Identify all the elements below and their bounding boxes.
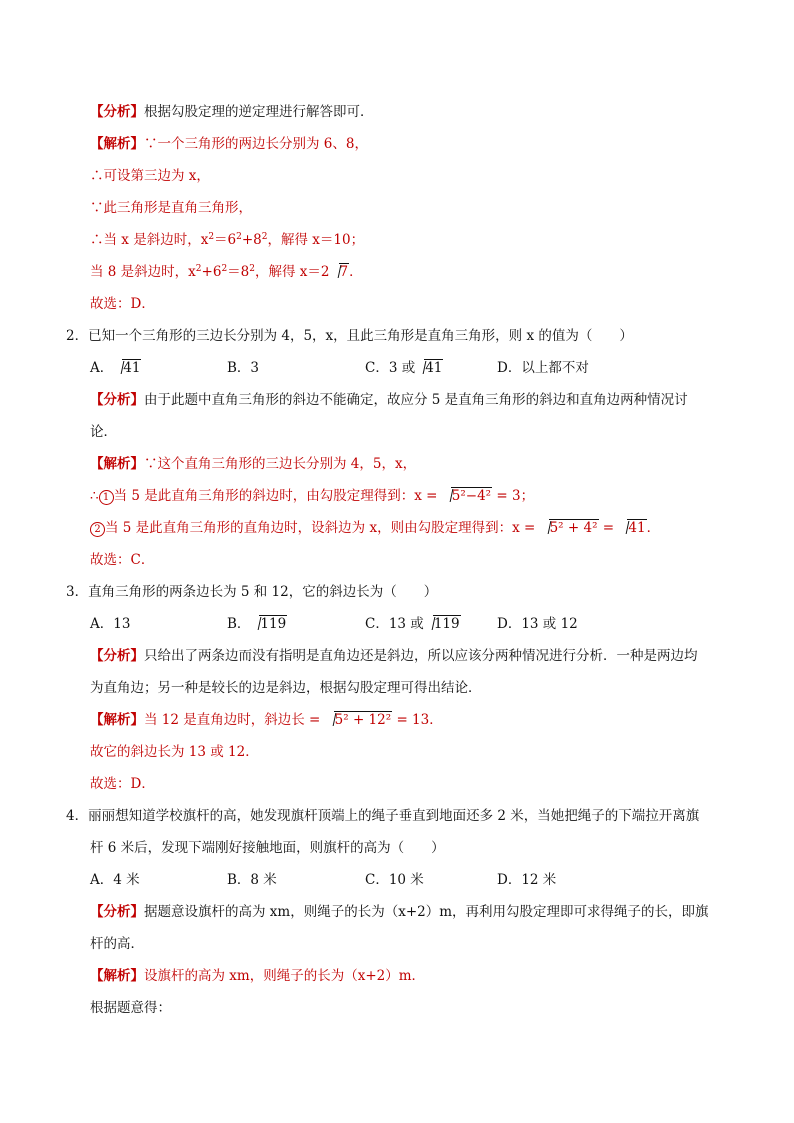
q2-sol3-radicand: 5² + 4² [549, 520, 598, 536]
q1-sol4-b: ＝6 [214, 232, 237, 248]
sqrt-sign [251, 615, 287, 633]
q1-sol4-c: +8 [241, 232, 262, 248]
q3-opt-c-label: C．13 或 [365, 616, 424, 632]
q2-opt-a-radicand: 41 [123, 360, 141, 376]
solution-tag: 【解析】 [90, 136, 144, 152]
q4-option-d[interactable]: D．12 米 [497, 872, 557, 888]
q2-answer: 故选：C． [90, 552, 155, 568]
q3-analysis-1 [90, 647, 698, 665]
q3-option-b[interactable] [227, 615, 287, 633]
q4-option-a[interactable]: A．4 米 [90, 872, 140, 888]
q2-analysis-text-1: 由于此题中直角三角形的斜边不能确定，故应分 5 是直角三角形的斜边和直角边两种情况讨 [144, 392, 688, 408]
q3-analysis-text-1: 只给出了两条边而没有指明是直角边还是斜边，所以应该分两种情况进行分析．一种是两边均 [144, 648, 698, 664]
q1-solution-line2: ∴可设第三边为 x， [90, 168, 210, 184]
q1-sol5-d: ，解得 x＝2 [255, 264, 330, 280]
q3-opt-b-label: B． [227, 616, 251, 632]
q2-analysis-1 [90, 391, 688, 409]
q1-solution-line4: ∴当 x 是斜边时，$x^2=6^2+8^2$，解得 x＝10； [90, 232, 365, 248]
q3-option-c[interactable] [365, 615, 461, 633]
q3-sol1-radicand: 5² + 12² [334, 712, 392, 728]
q4-solution-line1 [90, 967, 425, 985]
q2-opt-a-label: A． [90, 360, 114, 376]
q3-analysis-2: 为直角边；另一种是较长的边是斜边，根据勾股定理可得出结论． [90, 680, 482, 696]
solution-tag: 【解析】 [90, 968, 144, 984]
q2-sol3-mid: = [598, 520, 619, 536]
q3-opt-c-radicand: 119 [433, 616, 460, 632]
q1-sol-text-1: ∵一个三角形的两边长分别为 6、8， [144, 136, 368, 152]
q1-sol5-radicand: 7 [339, 264, 349, 280]
sqrt-sign [619, 519, 646, 537]
q4-stem-1: 4．丽丽想知道学校旗杆的高，她发现旗杆顶端上的绳子垂直到地面还多 2 米，当她把绳子的下端拉开离旗 [66, 808, 700, 824]
analysis-tag: 【分析】 [90, 104, 144, 120]
q3-solution-line1 [90, 711, 443, 729]
q2-analysis-2: 论． [90, 424, 117, 440]
q2-option-a[interactable] [90, 359, 141, 377]
q2-option-d[interactable]: D．以上都不对 [497, 360, 589, 376]
q2-solution-line3 [90, 519, 660, 537]
q3-sol-text-1: 当 12 是直角边时，斜边长 = [144, 712, 325, 728]
q4-stem-2: 杆 6 米后，发现下端刚好接触地面，则旗杆的高为（ ） [90, 840, 445, 856]
q2-sol2-radicand: 5²−4² [451, 488, 492, 504]
q3-option-d[interactable]: D．13 或 12 [497, 616, 578, 632]
q3-stem: 3．直角三角形的两条边长为 5 和 12，它的斜边长为（ ） [66, 584, 438, 600]
sqrt-sign [541, 519, 599, 537]
q2-sol-text-1: ∵这个直角三角形的三边长分别为 4，5，x， [144, 456, 417, 472]
circled-number-2: 2 [90, 522, 105, 537]
q1-sol5-a: 当 8 是斜边时，x [90, 264, 196, 280]
q3-solution-line2: 故它的斜边长为 13 或 12． [90, 744, 259, 760]
q2-stem: 2．已知一个三角形的三边长分别为 4，5，x，且此三角形是直角三角形，则 x 的值为（ ） [66, 328, 633, 344]
q1-sol4-a: ∴当 x 是斜边时，x [90, 232, 209, 248]
sqrt-sign [416, 359, 443, 377]
solution-tag: 【解析】 [90, 712, 144, 728]
q2-sol2-pre: ∴ [90, 488, 99, 504]
q2-solution-line2 [90, 487, 534, 505]
q4-option-c[interactable]: C．10 米 [365, 872, 424, 888]
q2-sol3-text: 当 5 是此直角三角形的直角边时，设斜边为 x，则由勾股定理得到：x = [105, 520, 540, 536]
analysis-tag: 【分析】 [90, 648, 144, 664]
circled-number-1: 1 [99, 490, 114, 505]
q4-option-b[interactable]: B．8 米 [227, 872, 277, 888]
q2-sol3-end: ． [646, 520, 661, 536]
q3-opt-b-radicand: 119 [260, 616, 287, 632]
sqrt-sign [326, 711, 393, 729]
q2-option-b[interactable]: B．3 [227, 360, 260, 376]
q1-analysis [90, 103, 374, 121]
sqrt-sign [114, 359, 141, 377]
q2-sol2-end: = 3； [492, 488, 535, 504]
q3-answer: 故选：D． [90, 776, 155, 792]
q3-option-a[interactable]: A．13 [90, 616, 131, 632]
q4-analysis-2: 杆的高． [90, 936, 144, 952]
q1-sol4-d: ，解得 x＝10； [267, 232, 365, 248]
q1-sol5-b: +6 [201, 264, 222, 280]
sqrt-sign [425, 615, 461, 633]
q1-sol5-c: ＝8 [227, 264, 250, 280]
q1-analysis-text: 根据勾股定理的逆定理进行解答即可． [144, 104, 374, 120]
sqrt-sign [443, 487, 492, 505]
sqrt-sign [331, 263, 350, 281]
q2-sol2-text: 当 5 是此直角三角形的斜边时，由勾股定理得到：x = [113, 488, 442, 504]
q3-sol1-end: = 13． [392, 712, 443, 728]
q4-analysis-1 [90, 903, 709, 921]
q1-sol5-e: ． [349, 264, 363, 280]
q2-opt-c-radicand: 41 [425, 360, 443, 376]
q2-option-c[interactable] [365, 359, 443, 377]
q1-solution-line3: ∵此三角形是直角三角形， [90, 200, 252, 216]
q2-opt-c-label: C．3 或 [365, 360, 416, 376]
q4-sol-text-1: 设旗杆的高为 xm，则绳子的长为（x+2）m． [144, 968, 426, 984]
analysis-tag: 【分析】 [90, 392, 144, 408]
q4-analysis-text-1: 据题意设旗杆的高为 xm，则绳子的长为（x+2）m，再利用勾股定理即可求得绳子的长，即旗 [144, 904, 709, 920]
solution-tag: 【解析】 [90, 456, 144, 472]
q2-solution-line1 [90, 455, 416, 473]
q1-answer: 故选：D． [90, 296, 155, 312]
q2-sol3-radicand-2: 41 [628, 520, 646, 536]
q1-solution-line5: 当 8 是斜边时，$x^2+6^2=8^2$，解得 x＝2 7． [90, 264, 363, 280]
q4-solution-line2: 根据题意得： [90, 1000, 171, 1016]
analysis-tag: 【分析】 [90, 904, 144, 920]
q1-solution-line1 [90, 135, 368, 153]
